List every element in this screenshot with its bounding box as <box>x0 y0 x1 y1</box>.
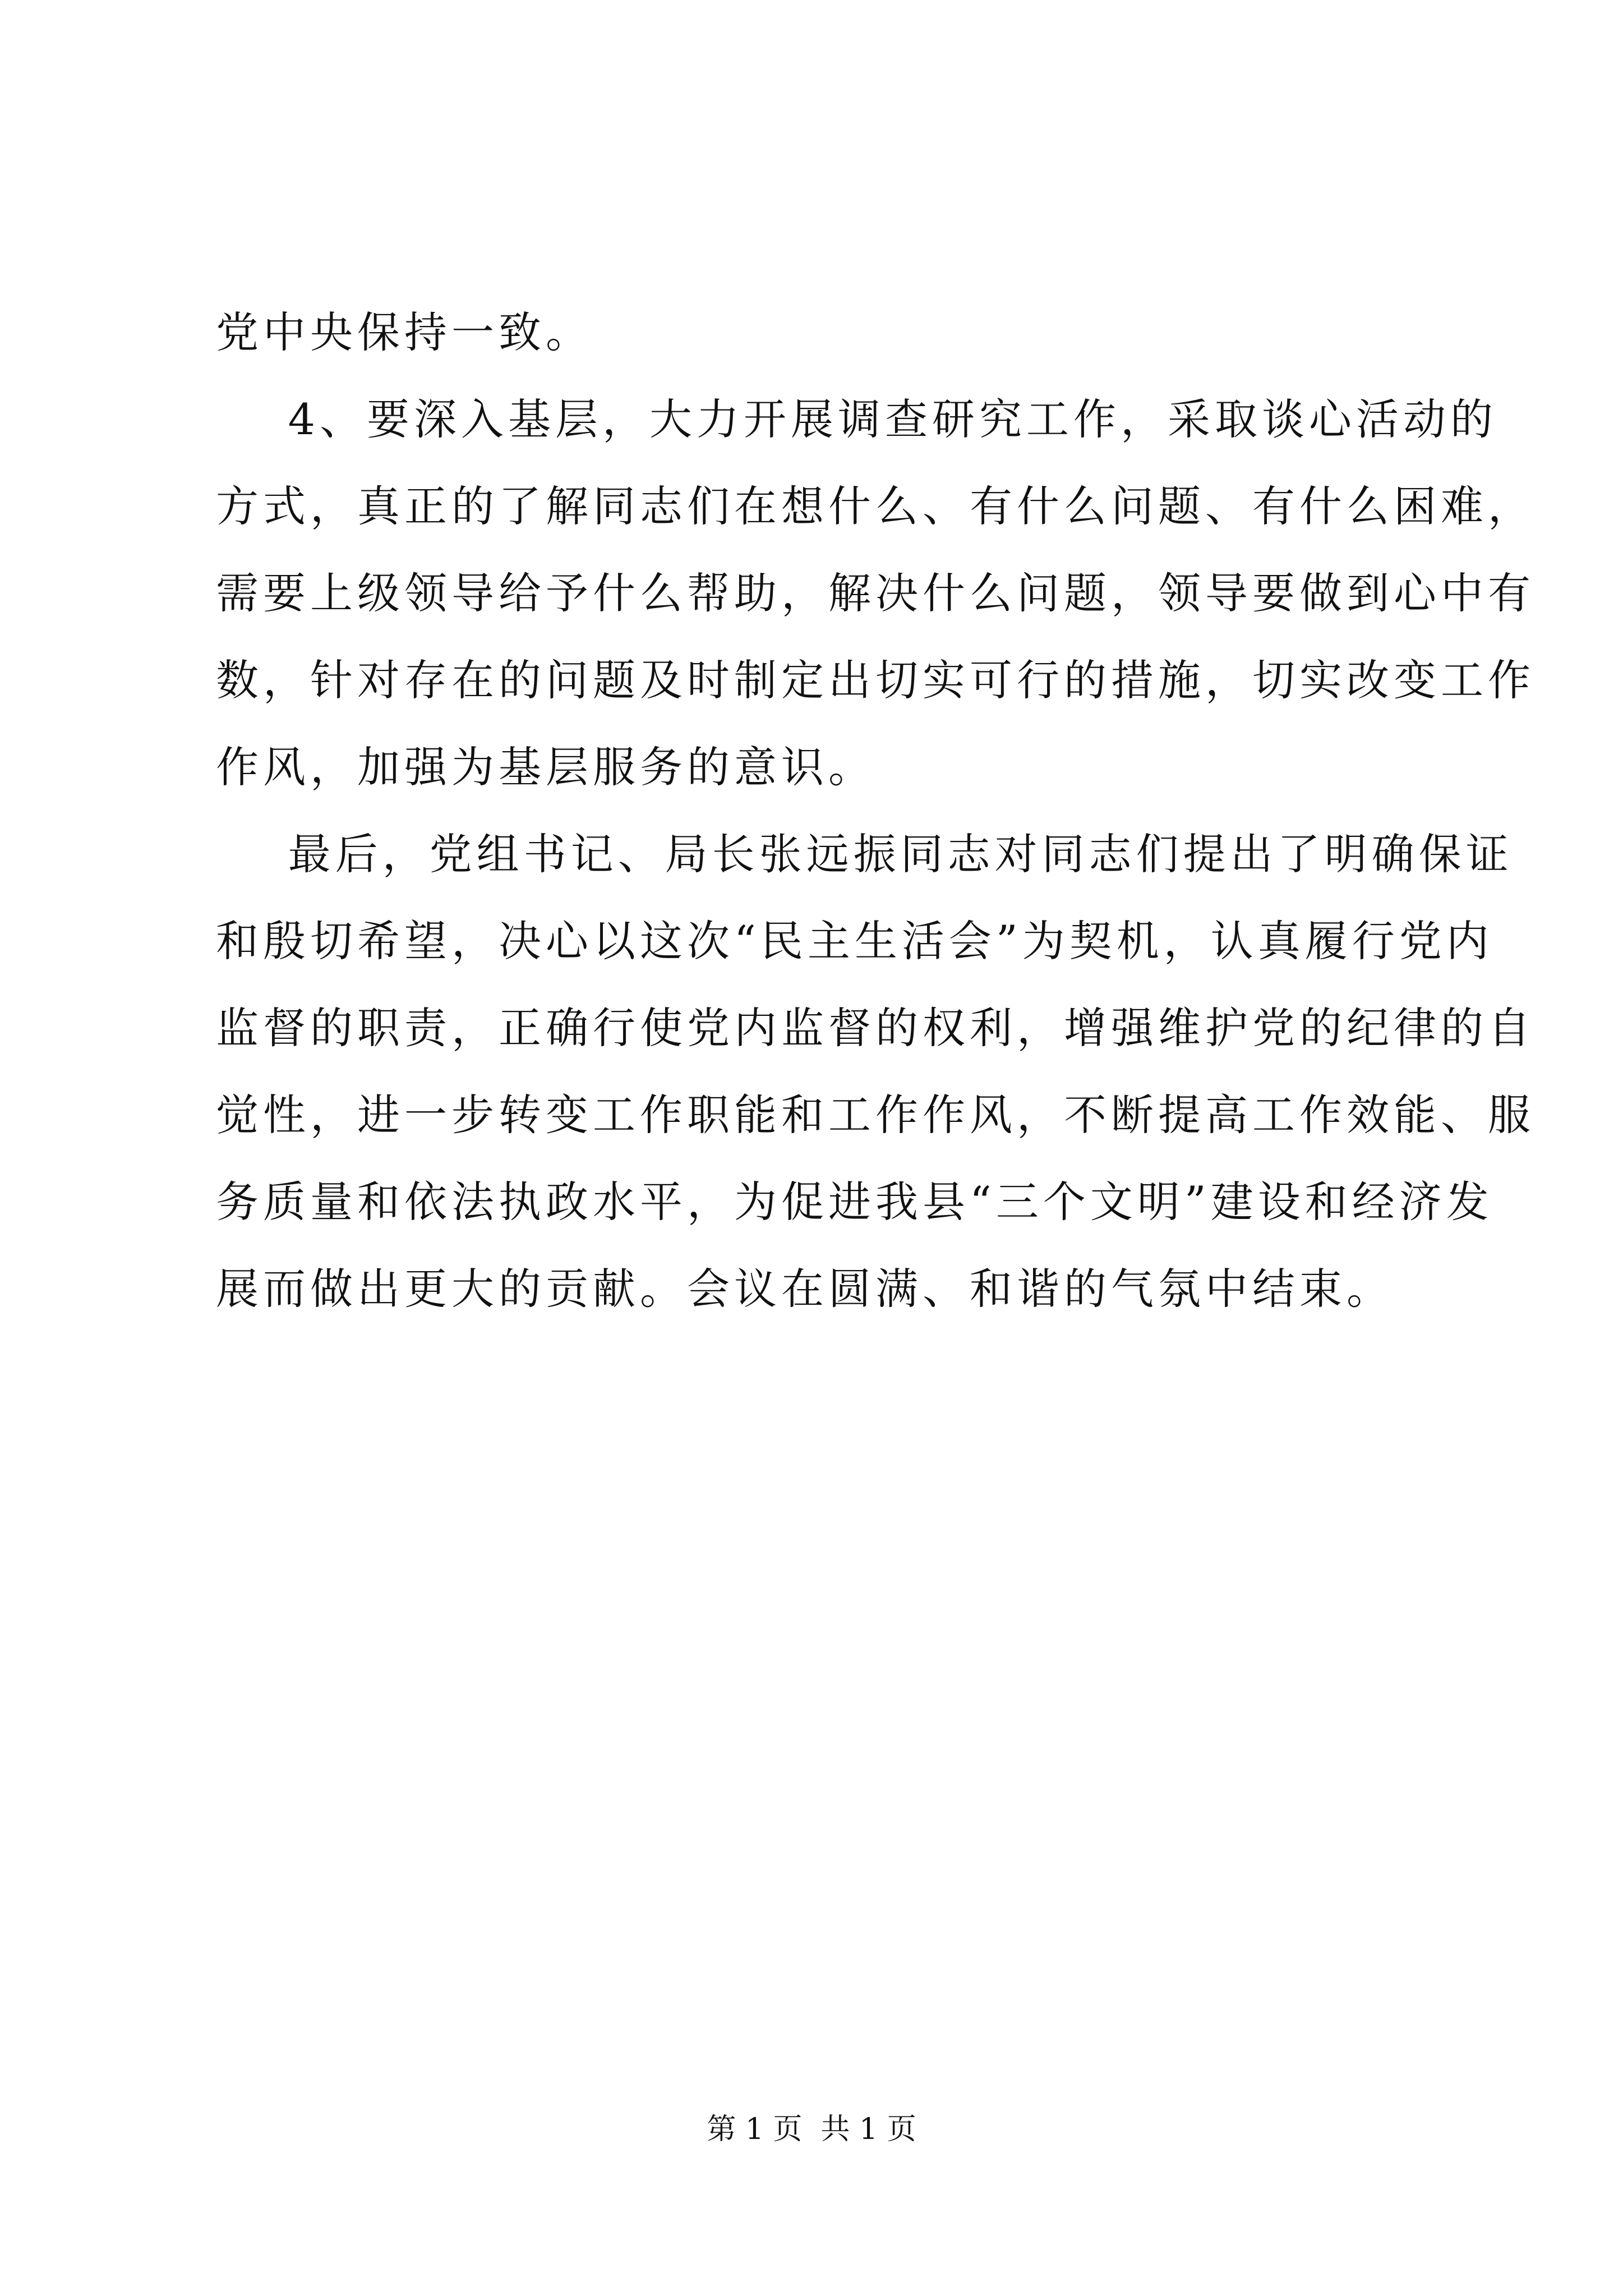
text-line: 数，针对存在的问题及时制定出切实可行的措施，切实改变工作 <box>216 655 1535 705</box>
text-line: 作风，加强为基层服务的意识。 <box>216 742 875 792</box>
text-line: 监督的职责，正确行使党内监督的权利，增强维护党的纪律的自 <box>216 1003 1535 1053</box>
text-line: 和殷切希望，决心以这次“民主生活会”为契机，认真履行党内 <box>216 916 1493 966</box>
text-line: 党中央保持一致。 <box>216 307 593 357</box>
text-line: 4、要深入基层，大力开展调查研究工作，采取谈心活动的 <box>216 394 1497 444</box>
text-line: 务质量和依法执政水平，为促进我县“三个文明”建设和经济发 <box>216 1177 1493 1227</box>
text-line: 觉性，进一步转变工作职能和工作作风，不断提高工作效能、服 <box>216 1090 1535 1140</box>
text-line: 展而做出更大的贡献。会议在圆满、和谐的气氛中结束。 <box>216 1264 1394 1314</box>
text-line: 方式，真正的了解同志们在想什么、有什么问题、有什么困难， <box>216 481 1535 531</box>
text-line: 最后，党组书记、局长张远振同志对同志们提出了明确保证 <box>216 829 1513 879</box>
text-line: 需要上级领导给予什么帮助，解决什么问题，领导要做到心中有 <box>216 568 1535 618</box>
page-footer: 第 1 页 共 1 页 <box>707 2113 916 2146</box>
